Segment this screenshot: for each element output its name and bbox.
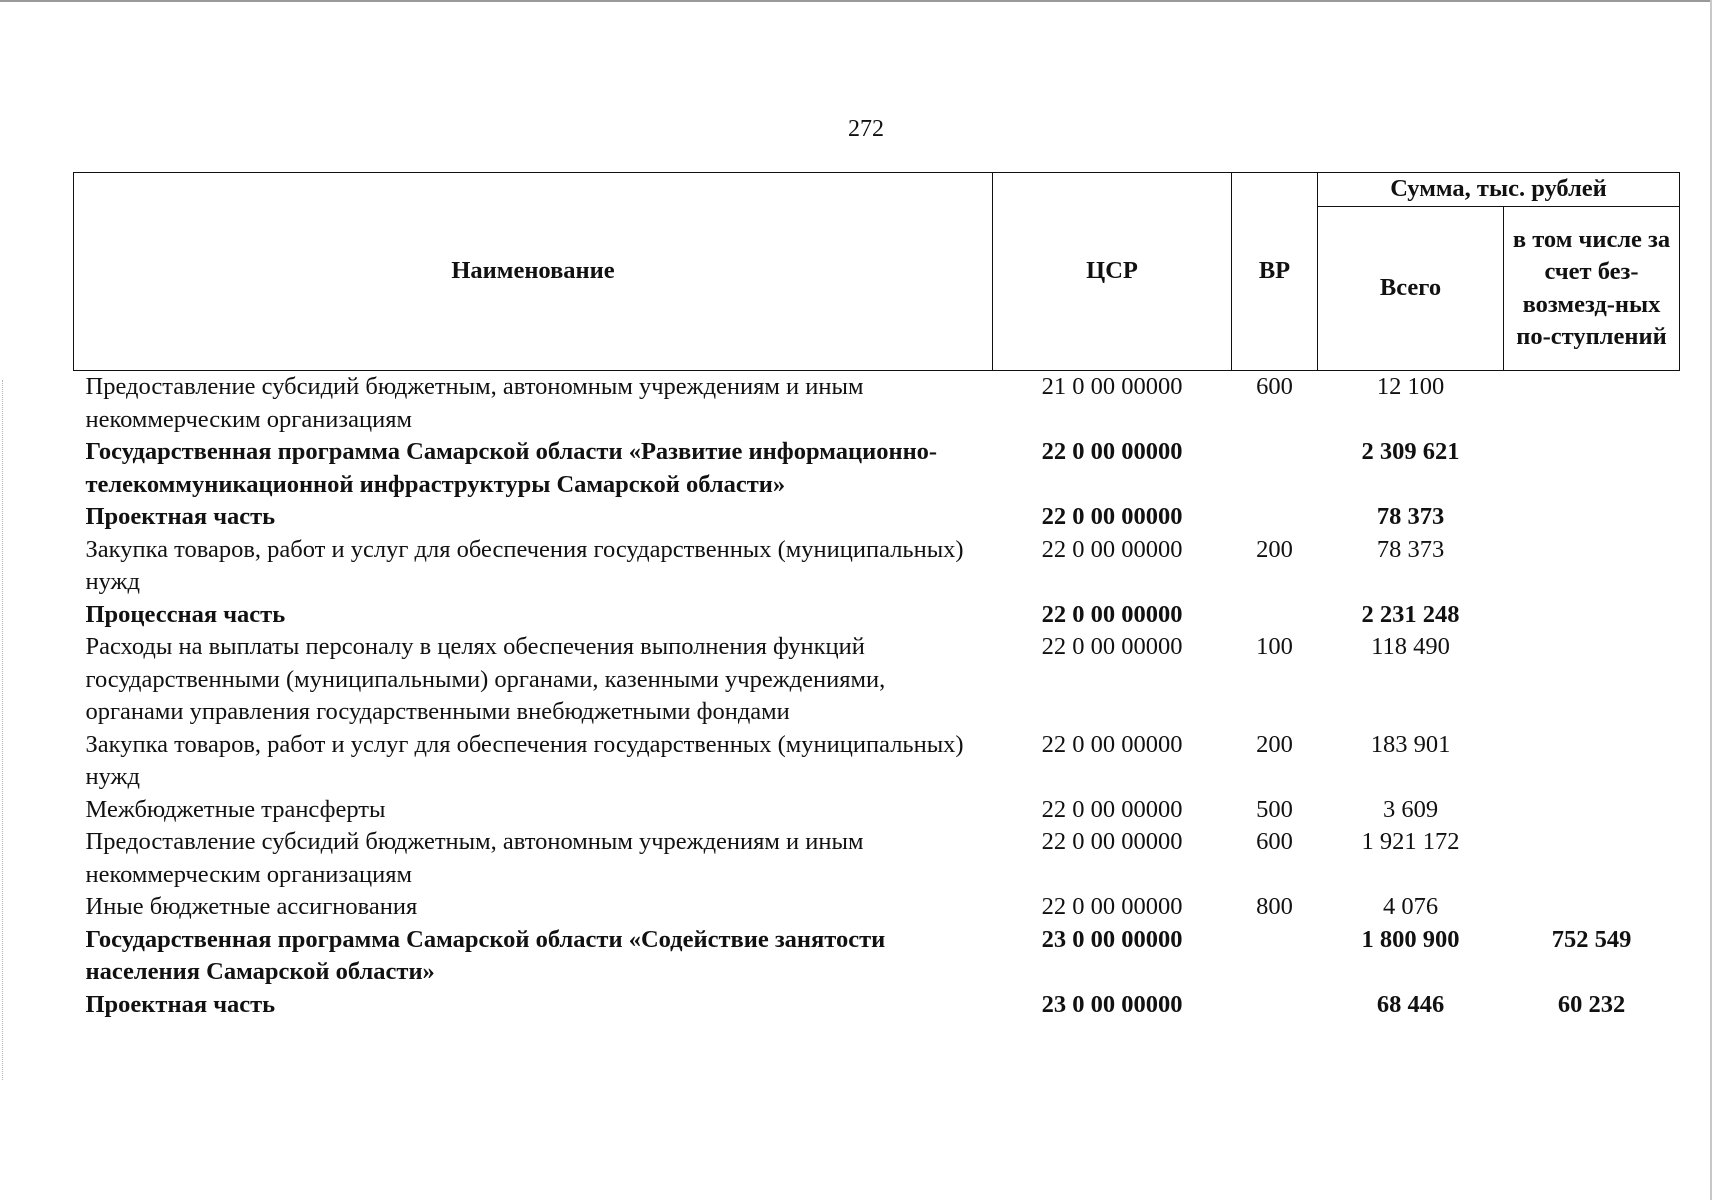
row-csr: 23 0 00 00000: [1041, 925, 1183, 953]
header-csr: ЦСР: [993, 173, 1232, 371]
row-vr: [1232, 501, 1318, 534]
row-name: Закупка товаров, работ и услуг для обеспечения государственных (муниципальных) нужд: [85, 730, 964, 790]
row-free: [1504, 794, 1680, 827]
table-row: [74, 501, 1680, 534]
table-row: [74, 599, 1680, 632]
row-free: [1504, 599, 1680, 632]
row-csr: 22 0 00 00000: [1041, 633, 1183, 660]
row-total: 3 609: [1382, 795, 1439, 823]
row-vr: 500: [1256, 795, 1293, 823]
header-sum: Сумма, тыс. рублей: [1318, 173, 1680, 207]
budget-table: [73, 172, 1680, 1021]
row-csr: 23 0 00 00000: [1041, 990, 1183, 1018]
row-vr: 100: [1256, 633, 1293, 660]
row-csr: 22 0 00 00000: [1041, 503, 1183, 530]
row-free: 752 549: [1551, 925, 1632, 953]
row-csr: 22 0 00 00000: [1041, 893, 1183, 920]
row-free: [1504, 729, 1680, 794]
row-free: [1504, 501, 1680, 534]
scan-edge-left: [2, 380, 4, 1080]
row-total: 4 076: [1382, 893, 1439, 920]
row-vr: [1232, 436, 1318, 501]
row-free: 60 232: [1557, 990, 1626, 1018]
row-name: Межбюджетные трансферты: [85, 795, 386, 823]
row-free: [1504, 826, 1680, 891]
row-total: 12 100: [1376, 373, 1445, 400]
table-body: [74, 371, 1680, 1022]
row-total: 183 901: [1370, 730, 1451, 758]
row-vr: [1232, 924, 1318, 989]
row-total: 118 490: [1371, 633, 1450, 660]
row-vr: [1232, 989, 1318, 1022]
row-csr: 22 0 00 00000: [1041, 730, 1183, 758]
row-csr: 22 0 00 00000: [1041, 828, 1183, 855]
row-total: 68 446: [1376, 990, 1445, 1018]
row-vr: 600: [1256, 373, 1293, 400]
table-row: [74, 534, 1680, 599]
row-total: 78 373: [1376, 535, 1445, 563]
table-row: [74, 891, 1680, 924]
row-free: [1504, 436, 1680, 501]
table-row: [74, 924, 1680, 989]
row-csr: 22 0 00 00000: [1041, 535, 1183, 563]
row-name: Иные бюджетные ассигнования: [85, 893, 418, 920]
row-name: Процессная часть: [85, 600, 286, 628]
row-name: Закупка товаров, работ и услуг для обеспечения государственных (муниципальных) нужд: [85, 535, 964, 595]
row-free: [1504, 631, 1680, 729]
row-vr: 200: [1256, 730, 1293, 758]
row-total: 2 231 248: [1361, 600, 1460, 628]
row-vr: [1232, 599, 1318, 632]
scan-edge-top: [0, 0, 1712, 2]
row-free: [1504, 891, 1680, 924]
row-name: Государственная программа Самарской области «Развитие информационно-телекоммуникационной инфраструктуры Самарской области»: [85, 438, 938, 498]
header-name: Наименование: [74, 173, 993, 371]
row-total: 2 309 621: [1361, 438, 1460, 465]
table-header: [74, 173, 1680, 371]
row-name: Проектная часть: [85, 990, 276, 1018]
row-vr: 800: [1256, 893, 1293, 920]
header-free: в том числе за счет без-возмезд-ных по-ступлений: [1504, 207, 1680, 371]
table-row: [74, 989, 1680, 1022]
row-vr: 600: [1256, 828, 1293, 855]
table-row: [74, 794, 1680, 827]
row-csr: 22 0 00 00000: [1041, 438, 1183, 465]
row-csr: 21 0 00 00000: [1041, 373, 1183, 400]
row-free: [1504, 371, 1680, 437]
row-csr: 22 0 00 00000: [1041, 795, 1183, 823]
page-number: 272: [848, 116, 884, 142]
row-name: Предоставление субсидий бюджетным, автономным учреждениям и иным некоммерческим организациям: [85, 828, 864, 888]
table-row: [74, 729, 1680, 794]
table-row: [74, 371, 1680, 437]
header-vr: ВР: [1232, 173, 1318, 371]
row-name: Государственная программа Самарской области «Содействие занятости населения Самарской области»: [85, 925, 886, 985]
table-row: [74, 631, 1680, 729]
table-row: [74, 436, 1680, 501]
row-csr: 22 0 00 00000: [1041, 600, 1183, 628]
row-total: 1 921 172: [1361, 828, 1460, 855]
row-name: Проектная часть: [85, 503, 276, 530]
row-vr: 200: [1256, 535, 1293, 563]
row-total: 78 373: [1376, 503, 1445, 530]
row-name: Предоставление субсидий бюджетным, автономным учреждениям и иным некоммерческим организациям: [85, 373, 864, 433]
header-total: Всего: [1318, 207, 1504, 371]
row-total: 1 800 900: [1361, 925, 1460, 953]
table-row: [74, 826, 1680, 891]
row-free: [1504, 534, 1680, 599]
row-name: Расходы на выплаты персоналу в целях обеспечения выполнения функций государственными (муниципальными) органами, казенными учреждениями, органами управления государственными внебюджетными фондами: [85, 633, 886, 725]
